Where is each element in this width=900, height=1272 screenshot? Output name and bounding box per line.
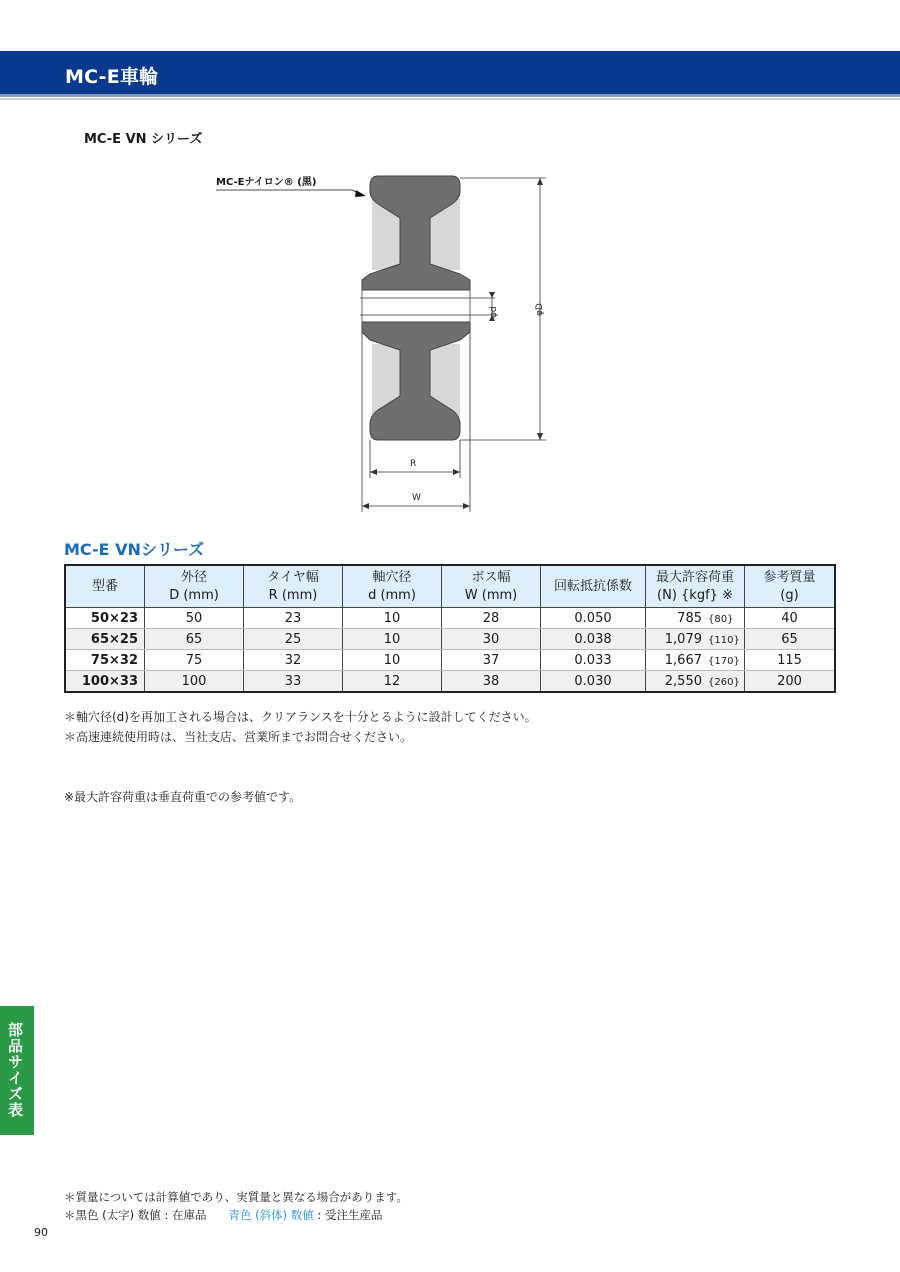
cell-mass: 200 bbox=[745, 671, 836, 693]
col-bore: 軸穴径 d (mm) bbox=[343, 565, 442, 608]
cell-W: 38 bbox=[442, 671, 541, 693]
footer-note-legend bbox=[64, 1207, 382, 1223]
cell-load: 2,550 {260} bbox=[646, 671, 745, 693]
table-row bbox=[65, 629, 835, 650]
cell-load: 1,667 {170} bbox=[646, 650, 745, 671]
cell-W: 28 bbox=[442, 608, 541, 629]
table-title: MC-E VNシリーズ bbox=[64, 540, 205, 559]
cell-d: 10 bbox=[343, 608, 442, 629]
side-tab-label: 部品サイズ表 bbox=[6, 1022, 24, 1118]
col-tire: タイヤ幅 R (mm) bbox=[244, 565, 343, 608]
legend-black: ＊黒色 (太字) 数値 : 在庫品 bbox=[64, 1208, 207, 1222]
cell-load: 785 {80} bbox=[646, 608, 745, 629]
cell-coef: 0.033 bbox=[541, 650, 646, 671]
note-load-reference: ※最大許容荷重は垂直荷重での参考値です。 bbox=[64, 790, 302, 804]
cell-model: 100×33 bbox=[65, 671, 145, 693]
note-bore: ＊軸穴径(d)を再加工される場合は、クリアランスを十分とるように設計してください。 bbox=[64, 710, 537, 724]
cell-D: 50 bbox=[145, 608, 244, 629]
note-highspeed: ＊高速連続使用時は、当社支店、営業所までお問合せください。 bbox=[64, 730, 413, 744]
header-divider bbox=[0, 94, 900, 97]
col-outer: 外径 D (mm) bbox=[145, 565, 244, 608]
table-row bbox=[65, 650, 835, 671]
cell-R: 32 bbox=[244, 650, 343, 671]
cell-mass: 115 bbox=[745, 650, 836, 671]
material-label: MC-Eナイロン® (黒) bbox=[216, 177, 317, 188]
cell-coef: 0.030 bbox=[541, 671, 646, 693]
cell-model: 75×32 bbox=[65, 650, 145, 671]
cell-R: 23 bbox=[244, 608, 343, 629]
cell-model: 50×23 bbox=[65, 608, 145, 629]
dim-label-R: R bbox=[410, 459, 417, 469]
cell-W: 37 bbox=[442, 650, 541, 671]
cell-W: 30 bbox=[442, 629, 541, 650]
col-resist: 回転抵抗係数 bbox=[541, 565, 646, 608]
cell-load: 1,079 {110} bbox=[646, 629, 745, 650]
cell-D: 65 bbox=[145, 629, 244, 650]
dim-label-D: φD bbox=[535, 303, 545, 316]
header-divider-light bbox=[0, 98, 900, 100]
cell-d: 10 bbox=[343, 650, 442, 671]
dim-label-d: φd bbox=[489, 306, 499, 318]
table-row bbox=[65, 608, 835, 629]
table-row bbox=[65, 671, 835, 693]
col-load: 最大許容荷重 (N) {kgf} ※ bbox=[646, 565, 745, 608]
section-subtitle: MC-E VN シリーズ bbox=[84, 132, 203, 147]
cell-d: 12 bbox=[343, 671, 442, 693]
legend-blue-suffix: : 受注生産品 bbox=[313, 1208, 383, 1222]
wheel-cross-section-diagram bbox=[210, 168, 570, 518]
cell-coef: 0.038 bbox=[541, 629, 646, 650]
footer-note-mass: ＊質量については計算値であり、実質量と異なる場合があります。 bbox=[64, 1190, 408, 1204]
page-title: MC-E車輪 bbox=[65, 66, 159, 88]
cell-D: 75 bbox=[145, 650, 244, 671]
table-header-row bbox=[65, 565, 835, 608]
cell-model: 65×25 bbox=[65, 629, 145, 650]
legend-blue: 青色 (斜体) 数値 bbox=[228, 1208, 314, 1222]
cell-R: 25 bbox=[244, 629, 343, 650]
col-boss: ボス幅 W (mm) bbox=[442, 565, 541, 608]
cell-coef: 0.050 bbox=[541, 608, 646, 629]
spec-table bbox=[64, 564, 836, 693]
col-mass: 参考質量 (g) bbox=[745, 565, 836, 608]
cell-mass: 40 bbox=[745, 608, 836, 629]
cell-mass: 65 bbox=[745, 629, 836, 650]
dim-label-W: W bbox=[412, 493, 421, 503]
cell-R: 33 bbox=[244, 671, 343, 693]
cell-D: 100 bbox=[145, 671, 244, 693]
cell-d: 10 bbox=[343, 629, 442, 650]
col-model: 型番 bbox=[65, 565, 145, 608]
page-number: 90 bbox=[34, 1226, 48, 1239]
